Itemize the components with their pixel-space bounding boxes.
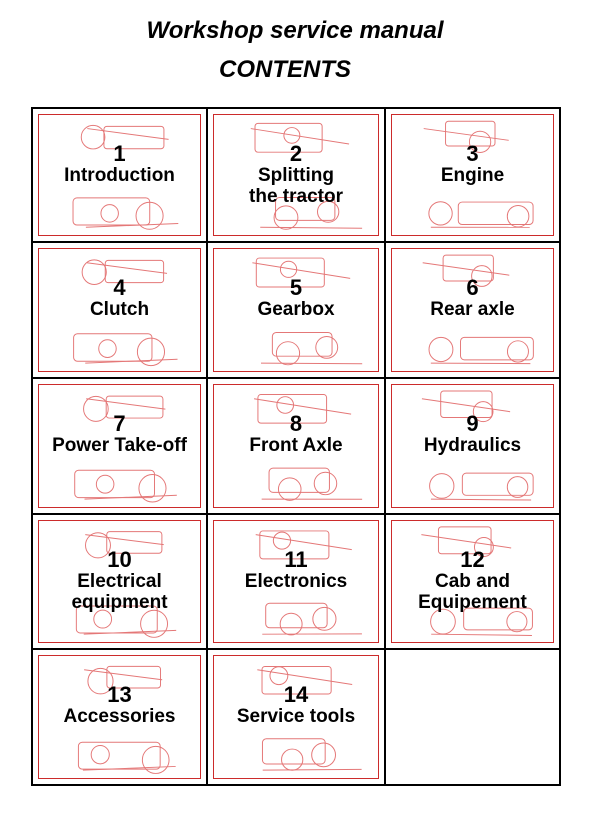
section-link-1[interactable] [38,114,201,236]
section-title: Gearbox [257,299,335,320]
section-number: 3 [466,141,479,166]
section-label [39,277,200,320]
section-title: Power Take-off [52,435,187,456]
section-link-5[interactable] [213,248,379,372]
section-title: Hydraulics [423,435,522,456]
section-cell [31,243,208,379]
section-number: 1 [113,141,126,166]
section-number: 14 [283,682,309,707]
section-link-12[interactable] [391,520,554,643]
section-title: Splitting the tractor [249,165,343,207]
section-title: Engine [440,165,505,186]
section-link-4[interactable] [38,248,201,372]
section-cell [208,650,386,786]
section-label [392,549,553,613]
section-number: 11 [284,547,308,572]
section-cell [31,379,208,515]
section-title: Accessories [63,706,176,727]
contents-grid [31,107,561,786]
section-cell [31,515,208,650]
section-cell [31,107,208,243]
section-title: Clutch [89,299,150,320]
section-title: Front Axle [249,435,343,456]
section-link-13[interactable] [38,655,201,779]
section-link-7[interactable] [38,384,201,508]
section-cell [386,515,561,650]
section-title: Cab and Equipement [418,571,527,613]
section-label [392,413,553,456]
section-link-2[interactable] [213,114,379,236]
section-title: Electrical equipment [71,571,168,613]
section-cell [208,379,386,515]
section-label [214,413,378,456]
section-cell [208,515,386,650]
section-cell [31,650,208,786]
section-link-8[interactable] [213,384,379,508]
section-number: 13 [107,682,132,707]
section-label [39,143,200,186]
section-cell [208,243,386,379]
section-label [214,143,378,207]
section-label [39,549,200,613]
section-number: 10 [107,547,132,572]
section-number: 2 [289,141,303,166]
section-link-14[interactable] [213,655,379,779]
section-title: Rear axle [430,299,515,320]
section-link-3[interactable] [391,114,554,236]
section-label [39,413,200,456]
section-title: Service tools [236,706,356,727]
section-label [392,143,553,186]
section-label [214,549,378,592]
section-label [39,684,200,727]
section-number: 5 [289,275,303,300]
section-title: Electronics [244,571,348,592]
section-title: Introduction [64,165,175,186]
section-cell [386,107,561,243]
section-label [214,277,378,320]
section-number: 12 [460,547,485,572]
section-link-11[interactable] [213,520,379,643]
section-number: 4 [113,275,126,300]
section-link-6[interactable] [391,248,554,372]
contents-heading: CONTENTS [219,56,351,83]
empty-cell [386,650,561,786]
section-link-9[interactable] [391,384,554,508]
section-number: 6 [466,275,479,300]
section-number: 7 [113,411,126,436]
section-number: 8 [289,411,303,436]
manual-title: Workshop service manual [146,17,444,44]
section-number: 9 [466,411,479,436]
section-link-10[interactable] [38,520,201,643]
section-cell [386,243,561,379]
section-cell [386,379,561,515]
section-cell [208,107,386,243]
section-label [392,277,553,320]
section-label [214,684,378,727]
